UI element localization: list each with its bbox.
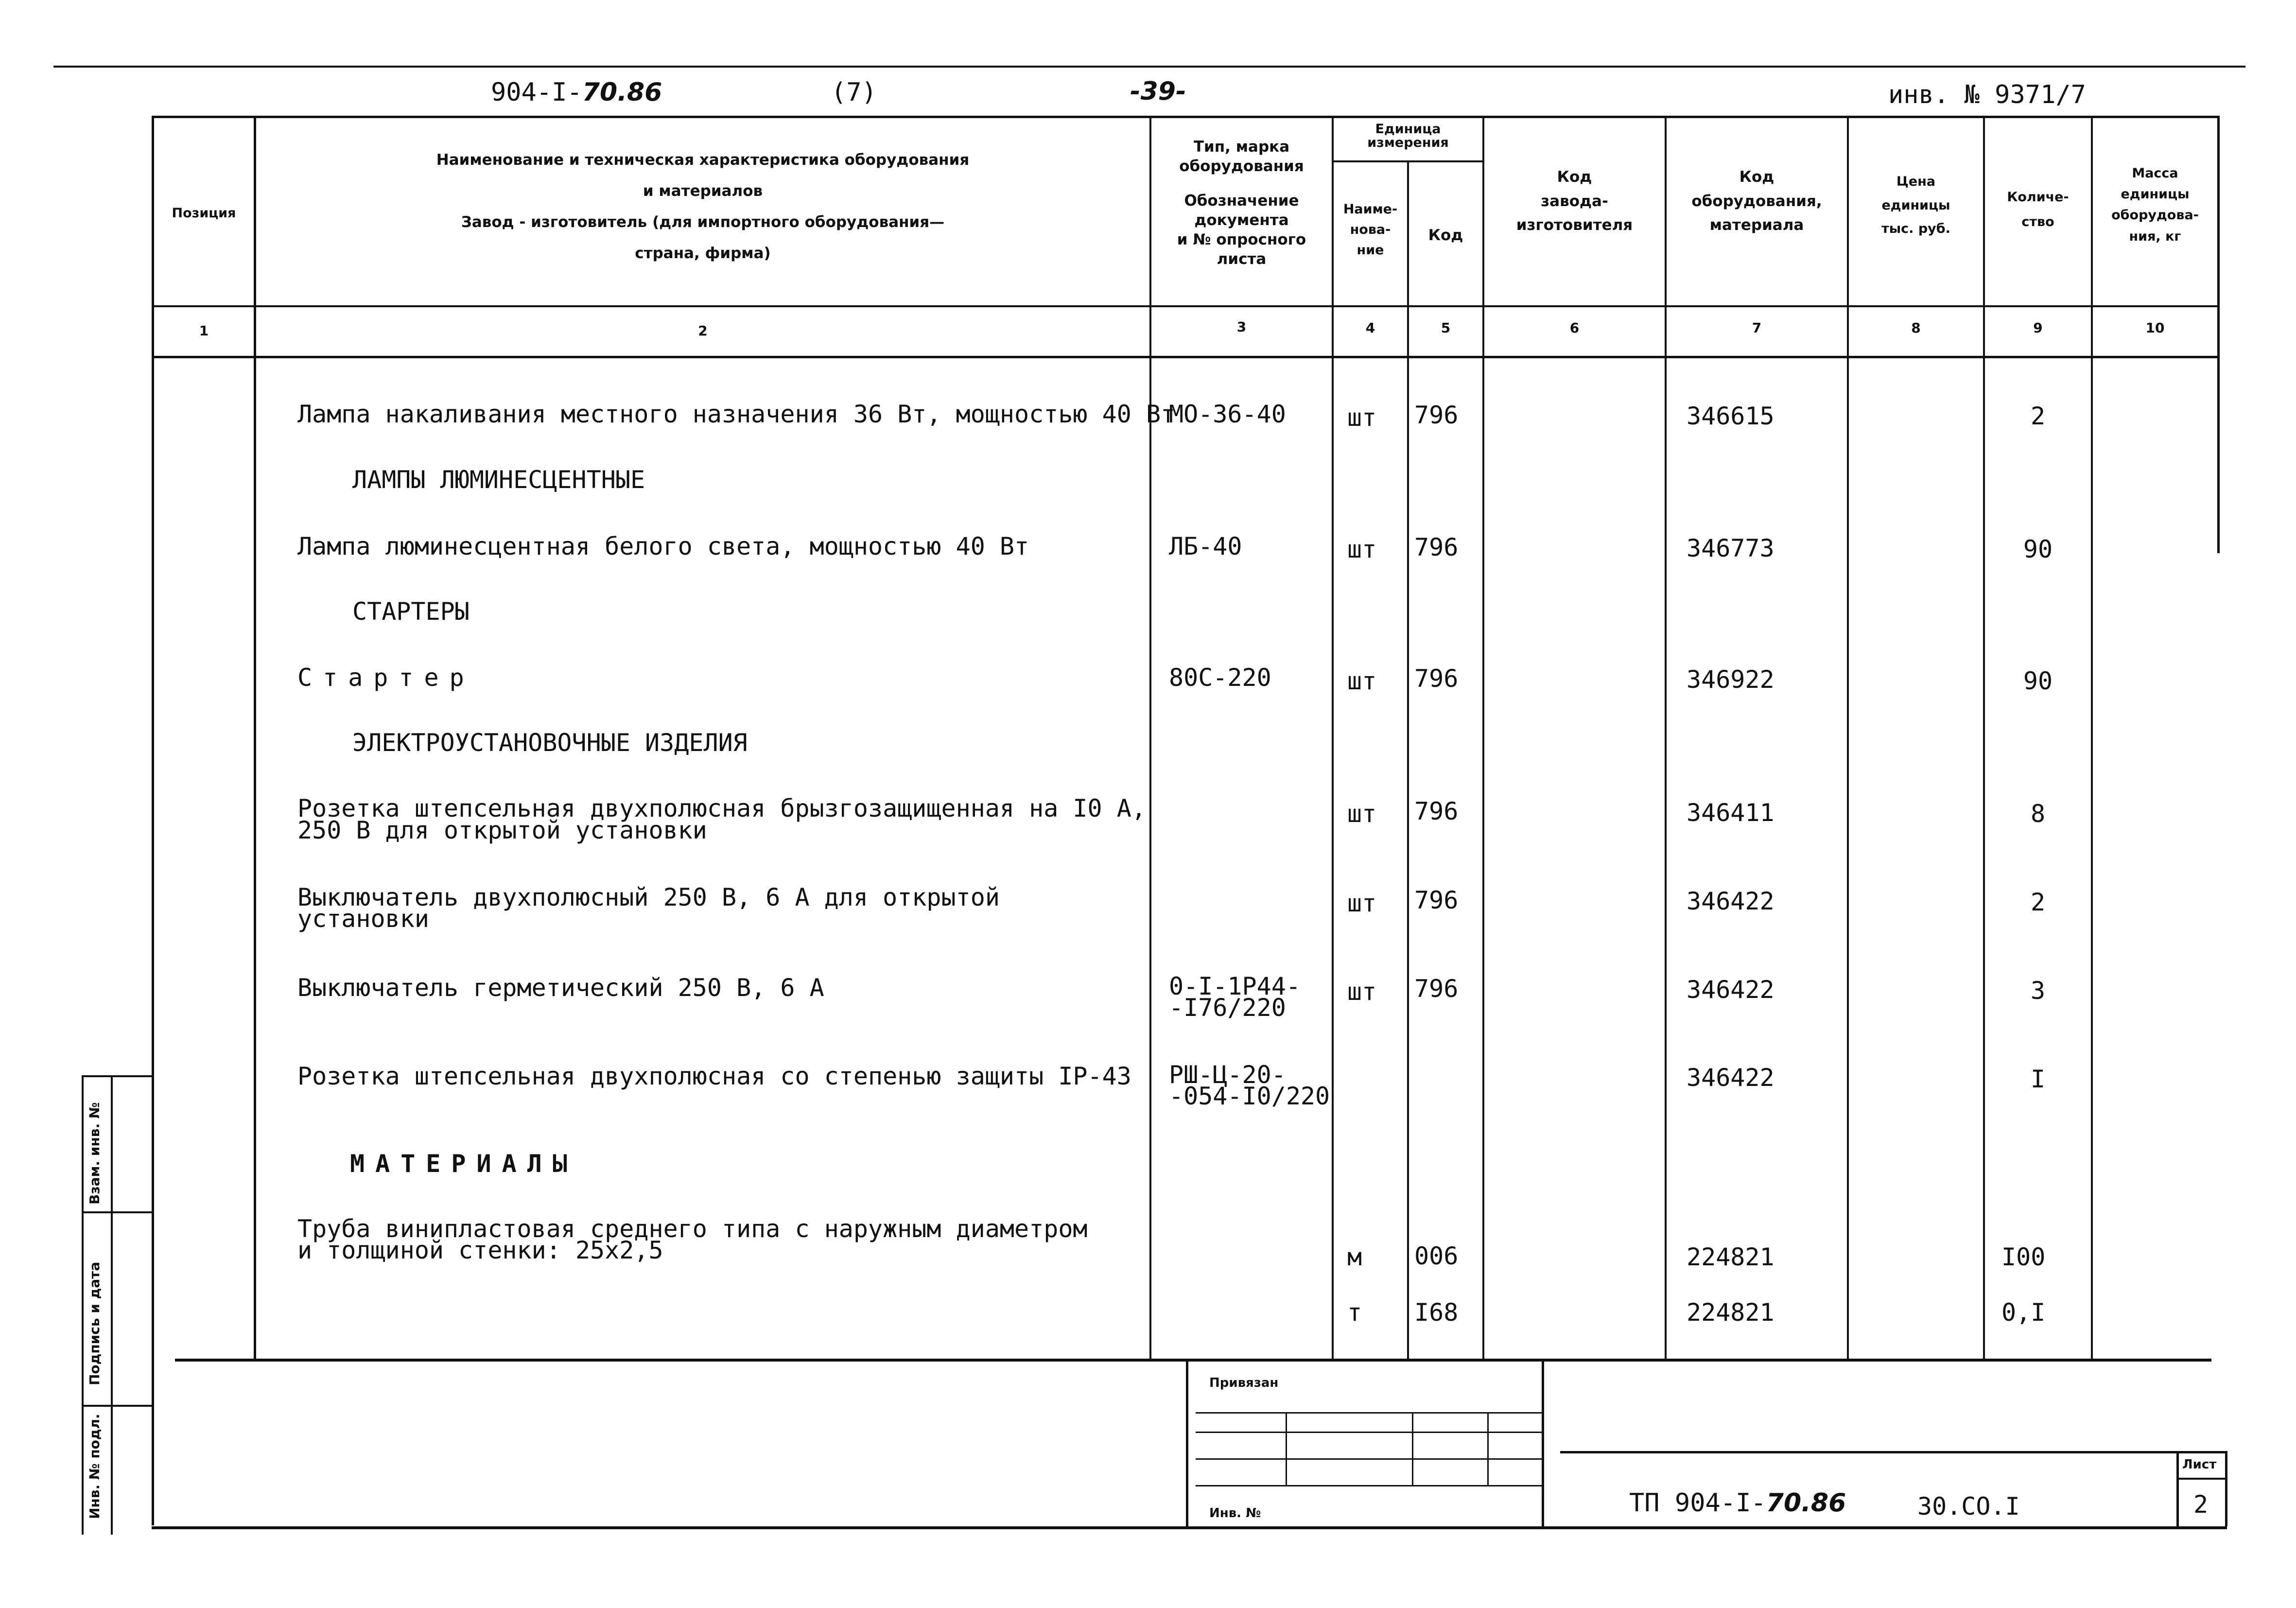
title-block-bottom-line xyxy=(152,1526,2227,1529)
section-title: СТАРТЕРЫ xyxy=(352,597,470,626)
row-quantity: I00 xyxy=(2001,1243,2046,1271)
header-name-line4: страна, фирма) xyxy=(635,245,771,262)
row-name-line2: установки xyxy=(297,905,429,933)
privyazan-row-line-4 xyxy=(1196,1485,1542,1486)
header-factory-code-line3: изготовителя xyxy=(1516,216,1633,234)
col-divider-2 xyxy=(1149,116,1151,1360)
row-name: Стартер xyxy=(297,664,475,692)
row-unit: шт xyxy=(1347,800,1377,828)
col-divider-6 xyxy=(1665,116,1667,1360)
privyazan-col-line-1 xyxy=(1286,1412,1287,1485)
row-equipment-code: 224821 xyxy=(1687,1243,1774,1271)
colnum-bottom-line xyxy=(152,356,2220,358)
project-code xyxy=(491,78,662,107)
row-name: Выключатель герметический 250 В, 6 А xyxy=(297,974,824,1002)
side-stamp-top-line xyxy=(82,1075,152,1077)
header-mass-line1: Масса xyxy=(2132,166,2178,181)
privyazan-label: Привязан xyxy=(1209,1376,1279,1390)
row-unit-code: I68 xyxy=(1414,1298,1459,1327)
table-bottom-line xyxy=(175,1359,2211,1362)
header-unit-name-line1: Наиме- xyxy=(1343,202,1398,217)
row-name: Лампа люминесцентная белого света, мощностью 40 Вт xyxy=(297,532,1029,560)
row-equipment-code: 346615 xyxy=(1687,402,1774,430)
row-type: МО-36-40 xyxy=(1169,400,1286,428)
header-mass-line2: единицы xyxy=(2121,187,2190,202)
header-unit-name xyxy=(1334,199,1407,261)
header-type-line3: Обозначение xyxy=(1184,192,1299,210)
header-equipment-code xyxy=(1667,165,1847,238)
row-name-line2: 250 В для открытой установки xyxy=(297,816,707,844)
header-name-line2: и материалов xyxy=(643,182,763,200)
col-divider-1 xyxy=(254,116,256,1360)
table-right-border xyxy=(2217,116,2220,553)
header-equipment-code-line2: оборудования, xyxy=(1691,192,1822,210)
side-stamp-sep-1 xyxy=(82,1211,152,1213)
header-type-line2: оборудования xyxy=(1179,157,1304,175)
sheet-label: Лист xyxy=(2182,1457,2217,1472)
side-stamp-sep-2 xyxy=(82,1405,152,1407)
header-name-block xyxy=(256,148,1149,265)
col-divider-3 xyxy=(1332,116,1334,1360)
side-stamp-inv-podl: Инв. № подл. xyxy=(87,1414,103,1519)
side-stamp-outer-line xyxy=(82,1075,84,1535)
side-stamp-podpis: Подпись и дата xyxy=(87,1261,103,1385)
colnum-6: 6 xyxy=(1569,320,1580,336)
colnum-4: 4 xyxy=(1365,320,1375,336)
row-equipment-code: 346422 xyxy=(1687,887,1774,915)
header-type-block xyxy=(1151,137,1332,269)
header-mass xyxy=(2093,163,2217,247)
row-equipment-code: 346922 xyxy=(1687,665,1774,694)
header-price-line3: тыс. руб. xyxy=(1881,221,1950,237)
doc-code-prefix: ТП 904-I- xyxy=(1629,1488,1766,1518)
header-mass-line4: ния, кг xyxy=(2129,228,2181,244)
sheet-box-sep xyxy=(2176,1478,2227,1480)
header-price-line1: Цена xyxy=(1896,174,1936,189)
row-unit: шт xyxy=(1347,403,1377,432)
title-block-privyazan-right xyxy=(1542,1361,1544,1526)
colnum-1: 1 xyxy=(199,323,209,339)
project-code-text: 904-I- xyxy=(491,78,582,107)
row-type: ЛБ-40 xyxy=(1169,532,1242,560)
doc-code-top-line xyxy=(1560,1451,2227,1453)
header-unit-code: Код xyxy=(1428,227,1463,244)
row-unit-code: 796 xyxy=(1414,533,1459,561)
colnum-7: 7 xyxy=(1752,320,1762,336)
top-border-line xyxy=(53,66,2245,68)
header-unit-name-line3: ние xyxy=(1357,242,1384,258)
row-name-line1: Розетка штепсельная двухполюсная брызгозащищенная на I0 А, xyxy=(297,794,1146,822)
unit-group-line xyxy=(1332,160,1484,162)
col-divider-8 xyxy=(1983,116,1985,1360)
header-name-line1: Наименование и техническая характеристика оборудования xyxy=(436,151,970,169)
col-divider-9 xyxy=(2091,116,2093,1360)
row-unit: т xyxy=(1347,1298,1362,1327)
colnum-9: 9 xyxy=(2033,320,2043,336)
row-equipment-code: 346773 xyxy=(1687,534,1774,562)
header-price-line2: единицы xyxy=(1881,197,1950,213)
row-quantity: I xyxy=(2030,1065,2046,1093)
colnum-10: 10 xyxy=(2145,320,2165,336)
row-unit: м xyxy=(1347,1243,1362,1271)
row-unit-code: 006 xyxy=(1414,1242,1459,1270)
col-divider-7 xyxy=(1847,116,1849,1360)
row-equipment-code: 346422 xyxy=(1687,976,1774,1004)
header-type-line1: Тип, марка xyxy=(1193,138,1290,156)
row-quantity: 90 xyxy=(2023,535,2053,563)
page-number: -39- xyxy=(1130,77,1186,106)
side-stamp-inner-line xyxy=(111,1075,113,1535)
side-stamp-vzam: Взам. инв. № xyxy=(87,1102,103,1205)
inv-no-label: Инв. № xyxy=(1209,1506,1261,1521)
header-bottom-line xyxy=(152,305,2220,307)
col-divider-4 xyxy=(1407,160,1409,1360)
colnum-8: 8 xyxy=(1911,320,1921,336)
header-type-line4: документа xyxy=(1194,211,1289,229)
row-quantity: 0,I xyxy=(2001,1298,2046,1327)
privyazan-col-line-2 xyxy=(1412,1412,1413,1485)
col-divider-5 xyxy=(1482,116,1484,1360)
title-block-privyazan-left xyxy=(1186,1361,1188,1526)
colnum-3: 3 xyxy=(1236,319,1247,335)
row-name: Лампа накаливания местного назначения 36 Вт, мощностью 40 Вт xyxy=(297,400,1176,428)
section-title: МАТЕРИАЛЫ xyxy=(350,1150,578,1178)
row-type: 80С-220 xyxy=(1169,664,1271,692)
row-name-line1: Труба винипластовая среднего типа с наружным диаметром xyxy=(297,1215,1088,1243)
header-mass-line3: оборудова- xyxy=(2111,208,2199,223)
section-title: ЭЛЕКТРОУСТАНОВОЧНЫЕ ИЗДЕЛИЯ xyxy=(352,729,748,757)
row-unit-code: 796 xyxy=(1414,975,1459,1003)
row-unit-code: 796 xyxy=(1414,886,1459,914)
header-type-line5: и № опросного xyxy=(1177,231,1306,249)
row-unit: шт xyxy=(1347,667,1377,695)
header-unit-group-line1: Единица xyxy=(1375,122,1441,137)
header-unit-group xyxy=(1334,122,1482,150)
header-unit-group-line2: измерения xyxy=(1367,135,1449,151)
colnum-2: 2 xyxy=(698,323,708,339)
header-factory-code-line1: Код xyxy=(1557,168,1592,186)
row-unit: шт xyxy=(1347,889,1377,917)
row-unit-code: 796 xyxy=(1414,401,1459,429)
header-factory-code xyxy=(1484,165,1665,238)
row-quantity: 90 xyxy=(2023,667,2053,695)
header-equipment-code-line1: Код xyxy=(1739,168,1774,186)
header-quantity xyxy=(1985,185,2091,235)
sheet-number: 2 xyxy=(2193,1490,2209,1519)
table-top-line xyxy=(152,116,2220,118)
privyazan-row-line-2 xyxy=(1196,1432,1542,1433)
row-unit: шт xyxy=(1347,535,1377,563)
row-type-line1: 0-I-1P44- xyxy=(1169,972,1301,1000)
row-name: Розетка штепсельная двухполюсная со степенью защиты IP-43 xyxy=(297,1062,1131,1090)
header-quantity-line2: ство xyxy=(2021,214,2054,230)
section-title: ЛАМПЫ ЛЮМИНЕСЦЕНТНЫЕ xyxy=(352,466,645,494)
inventory-number: инв. № 9371/7 xyxy=(1888,80,2086,109)
header-quantity-line1: Количе- xyxy=(2007,190,2069,205)
row-quantity: 2 xyxy=(2030,402,2046,430)
header-factory-code-line2: завода- xyxy=(1541,192,1608,210)
part-number: (7) xyxy=(831,78,877,107)
row-equipment-code: 346422 xyxy=(1687,1064,1774,1092)
row-type-line2: -054-I0/220 xyxy=(1169,1082,1330,1110)
sheet-box-right xyxy=(2225,1451,2227,1526)
row-type-line2: -I76/220 xyxy=(1169,994,1286,1022)
header-equipment-code-line3: материала xyxy=(1709,216,1804,234)
row-name-line2: и толщиной стенки: 25х2,5 xyxy=(297,1236,663,1264)
row-name-line1: Выключатель двухполюсный 250 В, 6 А для открытой xyxy=(297,883,1000,911)
privyazan-row-line-1 xyxy=(1196,1412,1542,1414)
header-type-line6: листа xyxy=(1217,250,1267,268)
row-quantity: 8 xyxy=(2030,800,2046,828)
row-unit-code: 796 xyxy=(1414,664,1459,693)
row-unit-code: 796 xyxy=(1414,797,1459,825)
project-code-handwritten: 70.86 xyxy=(582,78,662,107)
row-quantity: 3 xyxy=(2030,977,2046,1005)
privyazan-row-line-3 xyxy=(1196,1458,1542,1460)
sheet-box-left xyxy=(2176,1451,2179,1526)
header-unit-name-line2: нова- xyxy=(1350,222,1391,237)
row-equipment-code: 224821 xyxy=(1687,1298,1774,1327)
doc-code-suffix: 30.СО.I xyxy=(1917,1492,2020,1521)
row-unit: шт xyxy=(1347,978,1377,1006)
row-quantity: 2 xyxy=(2030,888,2046,916)
doc-code xyxy=(1629,1488,1846,1518)
row-equipment-code: 346411 xyxy=(1687,799,1774,827)
header-position: Позиция xyxy=(172,206,236,221)
privyazan-col-line-3 xyxy=(1487,1412,1489,1485)
header-price xyxy=(1849,170,1983,241)
row-type-line1: РШ-Ц-20- xyxy=(1169,1061,1286,1089)
doc-code-handwritten: 70.86 xyxy=(1766,1488,1846,1518)
colnum-5: 5 xyxy=(1441,320,1451,336)
header-name-line3: Завод - изготовитель (для импортного оборудования— xyxy=(461,213,945,231)
